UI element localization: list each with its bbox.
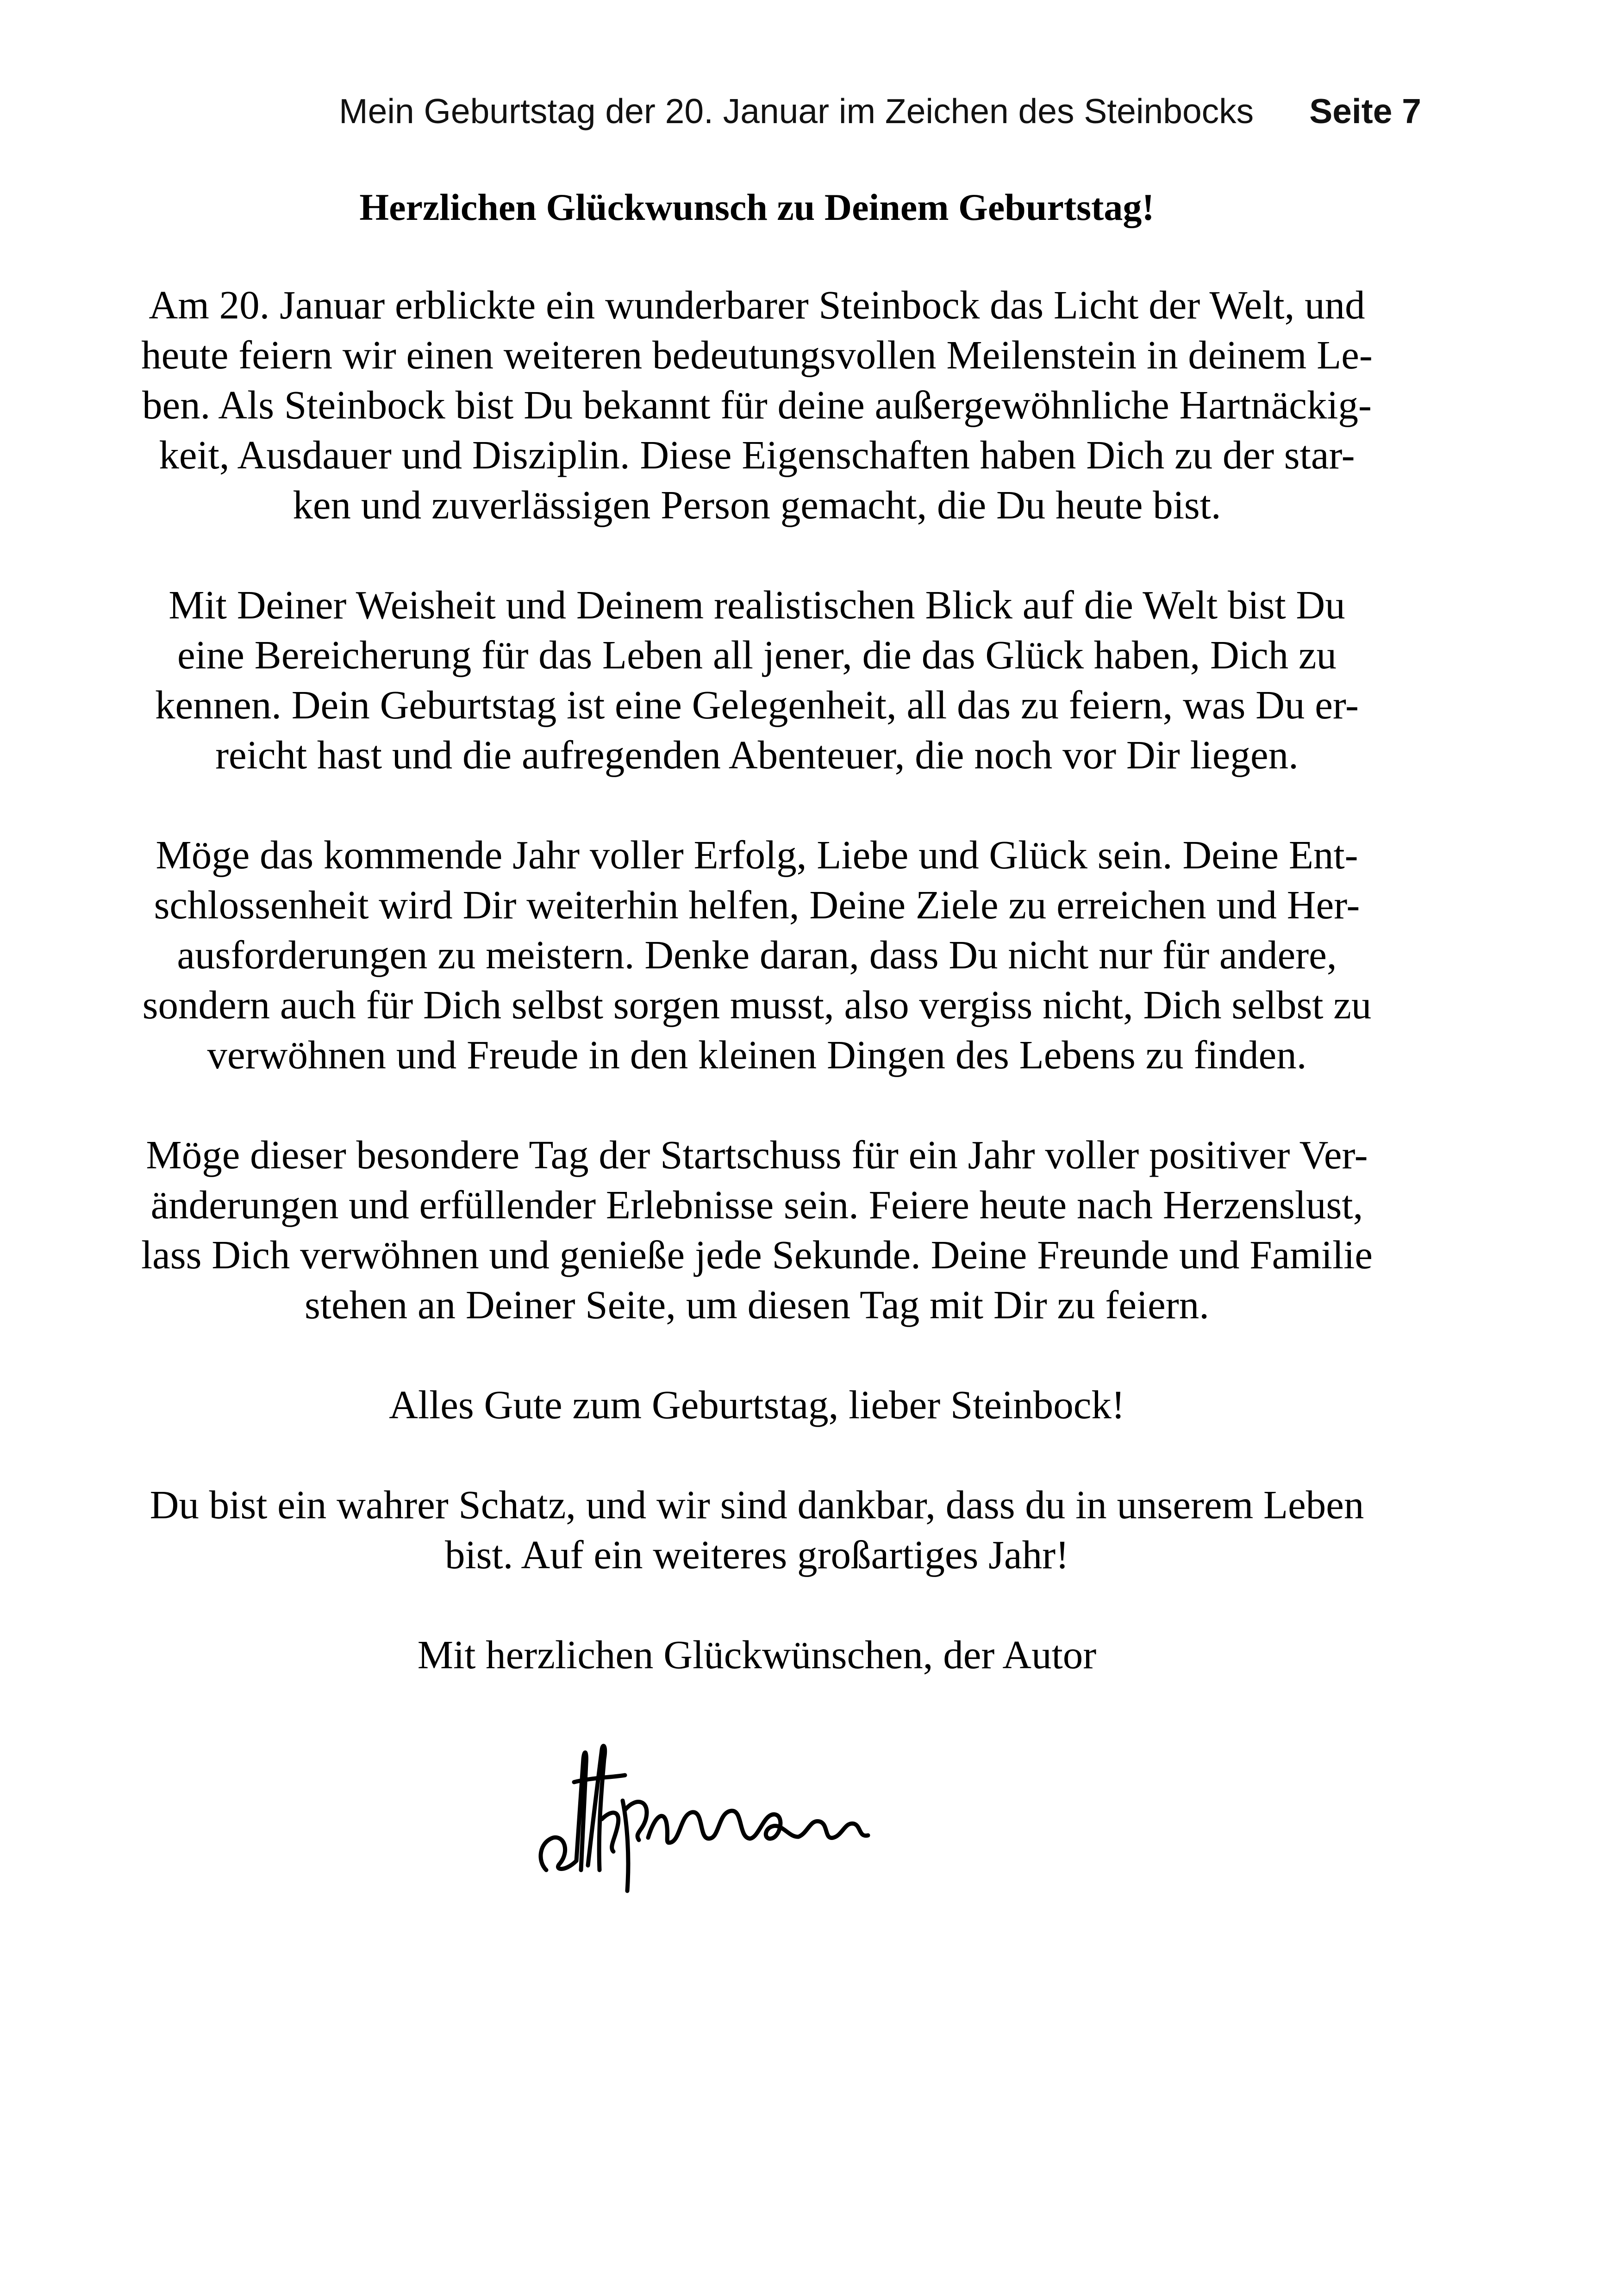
text-line: Möge dieser besondere Tag der Startschuss für ein Jahr voller positiver Ver- — [146, 1132, 1368, 1177]
text-line: stehen an Deiner Seite, um diesen Tag mit Dir zu feiern. — [304, 1282, 1210, 1327]
text-line: ausforderungen zu meistern. Denke daran, dass Du nicht nur für andere, — [177, 932, 1337, 977]
page-number: Seite 7 — [1309, 92, 1421, 131]
text-line: änderungen und erfüllender Erlebnisse sein. Feiere heute nach Herzenslust, — [150, 1182, 1363, 1227]
text-line: bist. Auf ein weiteres großartiges Jahr! — [444, 1532, 1069, 1577]
text-line: heute feiern wir einen weiteren bedeutungsvollen Meilenstein in deinem Le- — [141, 332, 1373, 377]
text-line: eine Bereicherung für das Leben all jener, die das Glück haben, Dich zu — [177, 632, 1337, 677]
handwritten-signature-icon — [532, 1731, 875, 1898]
letter-body — [83, 280, 1430, 1730]
text-line: reicht hast und die aufregenden Abenteuer, die noch vor Dir liegen. — [215, 732, 1299, 777]
text-line: Alles Gute zum Geburtstag, lieber Steinbock! — [389, 1382, 1125, 1427]
text-line: Mit Deiner Weisheit und Deinem realistischen Blick auf die Welt bist Du — [169, 582, 1345, 627]
paragraph-6 — [83, 1480, 1430, 1580]
text-line: keit, Ausdauer und Disziplin. Diese Eigenschaften haben Dich zu der star- — [159, 432, 1355, 477]
text-line: Möge das kommende Jahr voller Erfolg, Liebe und Glück sein. Deine Ent- — [156, 832, 1358, 877]
running-title: Mein Geburtstag der 20. Januar im Zeichen des Steinbocks — [339, 92, 1254, 131]
text-line: verwöhnen und Freude in den kleinen Dingen des Lebens zu finden. — [207, 1032, 1307, 1077]
text-line: schlossenheit wird Dir weiterhin helfen, Deine Ziele zu erreichen und Her- — [154, 882, 1360, 927]
text-line: Mit herzlichen Glückwünschen, der Autor — [417, 1632, 1097, 1677]
text-line: kennen. Dein Geburtstag ist eine Gelegenheit, all das zu feiern, was Du er- — [155, 682, 1359, 727]
paragraph-3 — [83, 830, 1430, 1080]
paragraph-4 — [83, 1130, 1430, 1330]
text-line: Du bist ein wahrer Schatz, und wir sind dankbar, dass du in unserem Leben — [150, 1482, 1364, 1527]
paragraph-2 — [83, 580, 1430, 780]
text-line: lass Dich verwöhnen und genieße jede Sekunde. Deine Freunde und Familie — [141, 1232, 1373, 1277]
paragraph-1 — [83, 280, 1430, 530]
closing-line — [83, 1630, 1430, 1680]
text-line: ken und zuverlässigen Person gemacht, die Du heute bist. — [293, 482, 1221, 527]
letter-title: Herzlichen Glückwunsch zu Deinem Geburtstag! — [359, 186, 1155, 228]
text-line: sondern auch für Dich selbst sorgen musst, also vergiss nicht, Dich selbst zu — [142, 982, 1372, 1027]
running-header — [93, 86, 1421, 137]
paragraph-5 — [83, 1380, 1430, 1430]
text-line: ben. Als Steinbock bist Du bekannt für deine außergewöhnliche Hartnäckig- — [142, 382, 1372, 427]
text-line: Am 20. Januar erblickte ein wunderbarer Steinbock das Licht der Welt, und — [149, 282, 1365, 327]
